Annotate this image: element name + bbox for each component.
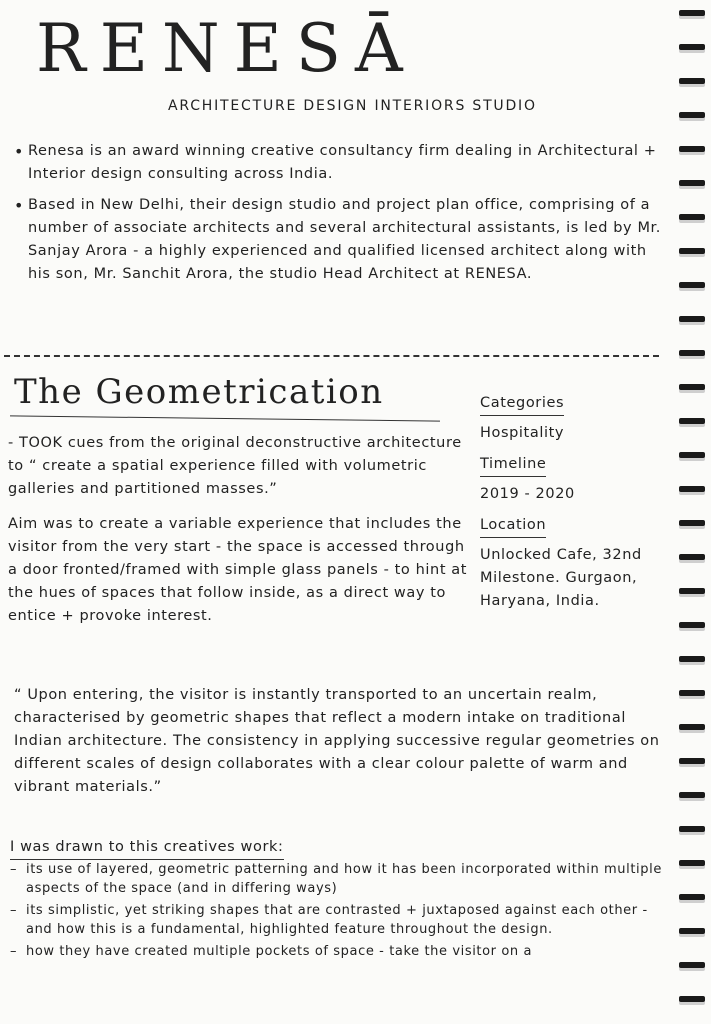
binding-ring [679,962,705,968]
section-divider [4,355,659,357]
reflection-point [10,901,670,939]
reflection-points [10,860,670,964]
binding-ring [679,10,705,16]
binding-ring [679,554,705,560]
project-paragraph: - TOOK cues from the original deconstructive architecture to “ create a spatial experience filled with volumetric galleries and partitioned masses.” [8,435,462,497]
intro-bullet-text: Based in New Delhi, their design studio and project plan office, comprising of a number of associate architects and several architectural assistants, is led by Mr. Sanjay Arora - a highly experienced and qualified licensed architect along with his son, Mr. Sanchit Arora, the studio Head Architect at RENESA. [28,197,662,282]
reflection-point [10,942,670,961]
binding-ring [679,282,705,288]
binding-ring [679,724,705,730]
binding-ring [679,384,705,390]
binding-ring [679,894,705,900]
binding-ring [679,248,705,254]
reflection-heading: I was drawn to this creatives work: [10,836,284,860]
binding-ring [679,996,705,1002]
location-label: Location [480,514,546,538]
binding-ring [679,792,705,798]
reflection-point-text: how they have created multiple pockets of space - take the visitor on a [26,944,533,959]
dash-marker: – [10,944,18,959]
location-value: Unlocked Cafe, 32nd Milestone. Gurgaon, Haryana, India. [480,547,642,609]
timeline-label: Timeline [480,453,546,477]
intro-bullets [14,140,664,294]
studio-subtitle: ARCHITECTURE DESIGN INTERIORS STUDIO [168,98,537,114]
binding-ring [679,112,705,118]
binding-ring [679,758,705,764]
binding-ring [679,622,705,628]
categories-label: Categories [480,392,564,416]
project-quote: “ Upon entering, the visitor is instantly transported to an uncertain realm, characterised by geometric shapes that reflect a modern intake on traditional Indian architecture. The consistency in applying successive regular geometries on different scales of design collaborates with a clear colour palette of warm and vibrant materials.” [14,687,660,795]
binding-ring [679,146,705,152]
binding-ring [679,588,705,594]
binding-ring [679,180,705,186]
intro-bullet-text: Renesa is an award winning creative consultancy firm dealing in Architectural + Interior design consulting across India. [28,143,657,182]
categories-value: Hospitality [480,425,565,441]
bullet-dot: • [14,142,25,161]
dash-marker: – [10,903,18,918]
reflection-point-text: its simplistic, yet striking shapes that are contrasted + juxtaposed against each other - and how this is a fundamental, highlighted feature throughout the design. [26,903,648,937]
binding-ring [679,656,705,662]
binding-ring [679,486,705,492]
binding-ring [679,928,705,934]
project-paragraph: Aim was to create a variable experience that includes the visitor from the very start - the space is accessed through a door fronted/framed with simple glass panels - to hint at the hues of spaces that follow inside, as a direct way to entice + provoke interest. [8,516,468,624]
project-details [480,392,670,621]
binding-ring [679,316,705,322]
binding-ring [679,826,705,832]
intro-bullet [14,140,664,186]
binding-ring [679,44,705,50]
binding-ring [679,418,705,424]
studio-title: RENESĀ [36,10,417,87]
bullet-dot: • [14,196,25,215]
intro-bullet [14,194,664,286]
project-description [8,432,470,640]
dash-marker: – [10,862,18,877]
binding-ring [679,350,705,356]
binding-ring [679,520,705,526]
binding-ring [679,452,705,458]
binding-ring [679,690,705,696]
reflection-point-text: its use of layered, geometric patterning and how it has been incorporated within multiple aspects of the space (and in differing ways) [26,862,662,896]
binding-ring [679,214,705,220]
project-title-underline [10,415,440,421]
project-title: The Geometrication [14,372,384,412]
binding-ring [679,860,705,866]
binding-ring [679,78,705,84]
timeline-value: 2019 - 2020 [480,486,575,502]
reflection-point [10,860,670,898]
